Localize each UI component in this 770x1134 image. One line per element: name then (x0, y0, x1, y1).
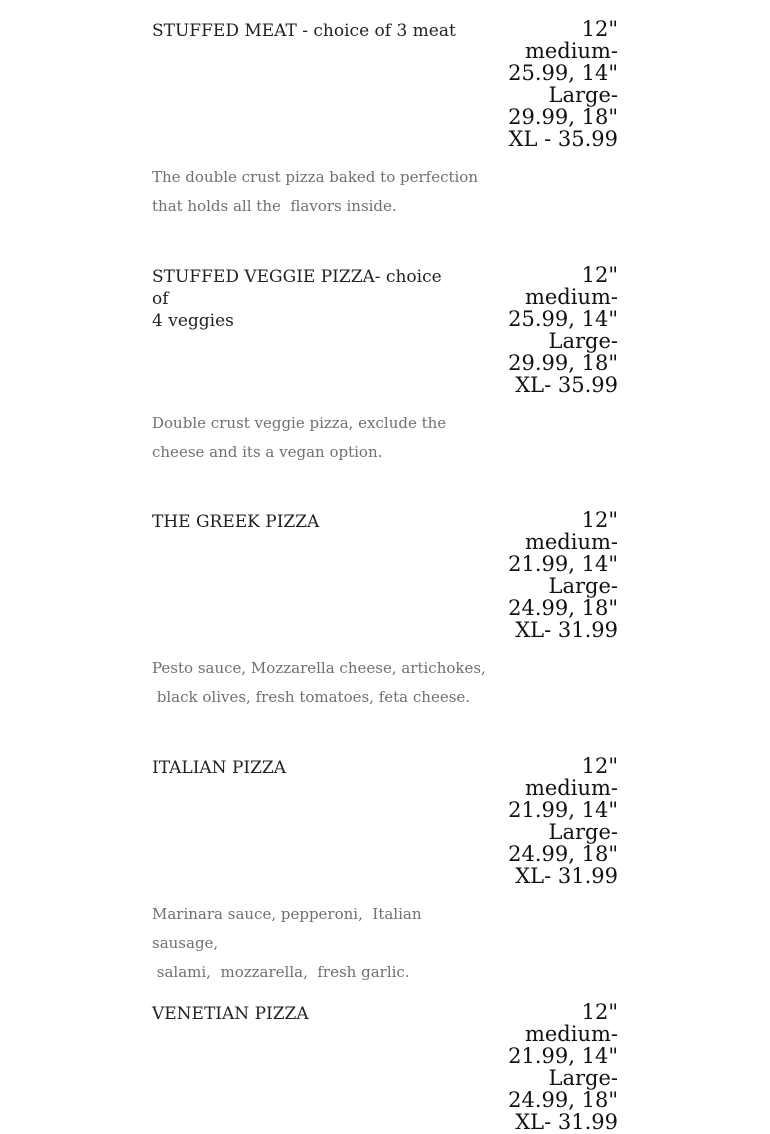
item-price: 12" medium- 21.99, 14" Large- 24.99, 18" XL- 31.99 (508, 754, 618, 888)
item-name: VENETIAN PIZZA (152, 1004, 309, 1024)
item-description: The double crust pizza baked to perfection that holds all the flavors inside. (152, 168, 478, 215)
item-price: 12" medium- 25.99, 14" Large- 29.99, 18" XL- 35.99 (508, 263, 618, 397)
item-description: Double crust veggie pizza, exclude the cheese and its a vegan option. (152, 414, 447, 461)
item-price: 12" medium- 21.99, 14" Large- 24.99, 18" XL- 31.99 (508, 508, 618, 642)
item-name: STUFFED MEAT - choice of 3 meat (152, 21, 456, 41)
item-price: 12" medium- 25.99, 14" Large- 29.99, 18" XL - 35.99 (508, 17, 618, 151)
item-price: 12" medium- 21.99, 14" Large- 24.99, 18" XL- 31.99 (508, 1000, 618, 1134)
item-name: ITALIAN PIZZA (152, 758, 287, 778)
item-description: Pesto sauce, Mozzarella cheese, artichokes, black olives, fresh tomatoes, feta cheese. (152, 659, 486, 706)
item-name: THE GREEK PIZZA (152, 512, 320, 532)
item-name: STUFFED VEGGIE PIZZA- choice of 4 veggies (152, 267, 442, 331)
item-description: Marinara sauce, pepperoni, Italian sausage, salami, mozzarella, fresh garlic. (152, 905, 422, 981)
